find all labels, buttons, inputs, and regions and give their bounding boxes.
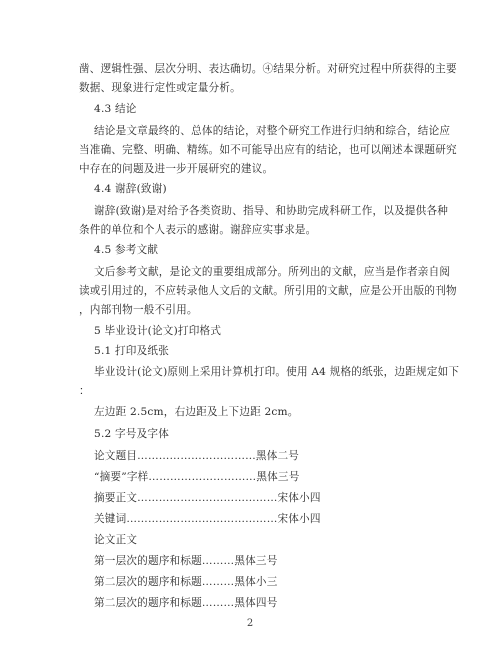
format-row: 第一层次的题序和标题………黑体三号 (94, 555, 278, 567)
section-heading: 4.5 参考文献 (94, 244, 159, 256)
format-row: 关键词……………………………………宋体小四 (94, 513, 321, 525)
format-row: 论文正文 (94, 534, 138, 546)
body-text-line: 凿、逻辑性强、层次分明、表达确切。④结果分析。对研究过程中所获得的主要 (79, 63, 457, 75)
body-text-line: 条件的单位和个人表示的感谢。谢辞应实事求是。 (79, 224, 317, 236)
body-text-line: ： (79, 385, 90, 397)
body-text-line: 中存在的问题及进一步开展研究的建议。 (79, 163, 274, 175)
section-heading: 5.2 字号及字体 (94, 428, 169, 440)
section-heading: 4.4 谢辞(致谢) (94, 183, 167, 195)
format-row: 第二层次的题序和标题………黑体四号 (94, 597, 278, 609)
body-text-line: ，内部刊物一般不引用。 (79, 304, 198, 316)
body-text-line: 文后参考文献，是论文的重要组成部分。所列出的文献，应当是作者亲自阅 (94, 266, 451, 278)
body-text-line: 左边距 2.5cm，右边距及上下边距 2cm。 (94, 406, 299, 418)
format-row: “摘要”字样…………………………黑体三号 (94, 471, 300, 483)
section-heading: 5.1 打印及纸张 (94, 345, 169, 357)
section-heading: 5 毕业设计(论文)打印格式 (94, 325, 222, 337)
body-text-line: 读或引用过的，不应转录他人文后的文献。所引用的文献，应是公开出版的刊物 (79, 285, 457, 297)
format-row: 论文题目……………………………黑体二号 (94, 450, 300, 462)
section-heading: 4.3 结论 (94, 103, 137, 115)
body-text-line: 谢辞(致谢)是对给予各类资助、指导、和协助完成科研工作，以及提供各种 (94, 205, 449, 217)
body-text-line: 毕业设计(论文)原则上采用计算机打印。使用 A4 规格的纸张，边距规定如下 (94, 366, 460, 378)
body-text-line: 数据、现象进行定性或定量分析。 (79, 82, 241, 94)
body-text-line: 当准确、完整、明确、精练。如不可能导出应有的结论，也可以阐述本课题研究 (79, 144, 457, 156)
page-number: 2 (246, 618, 254, 629)
format-row: 摘要正文…………………………………宋体小四 (94, 492, 321, 504)
body-text-line: 结论是文章最终的、总体的结论，对整个研究工作进行归纳和综合，结论应 (94, 125, 451, 137)
format-row: 第二层次的题序和标题………黑体小三 (94, 576, 278, 588)
